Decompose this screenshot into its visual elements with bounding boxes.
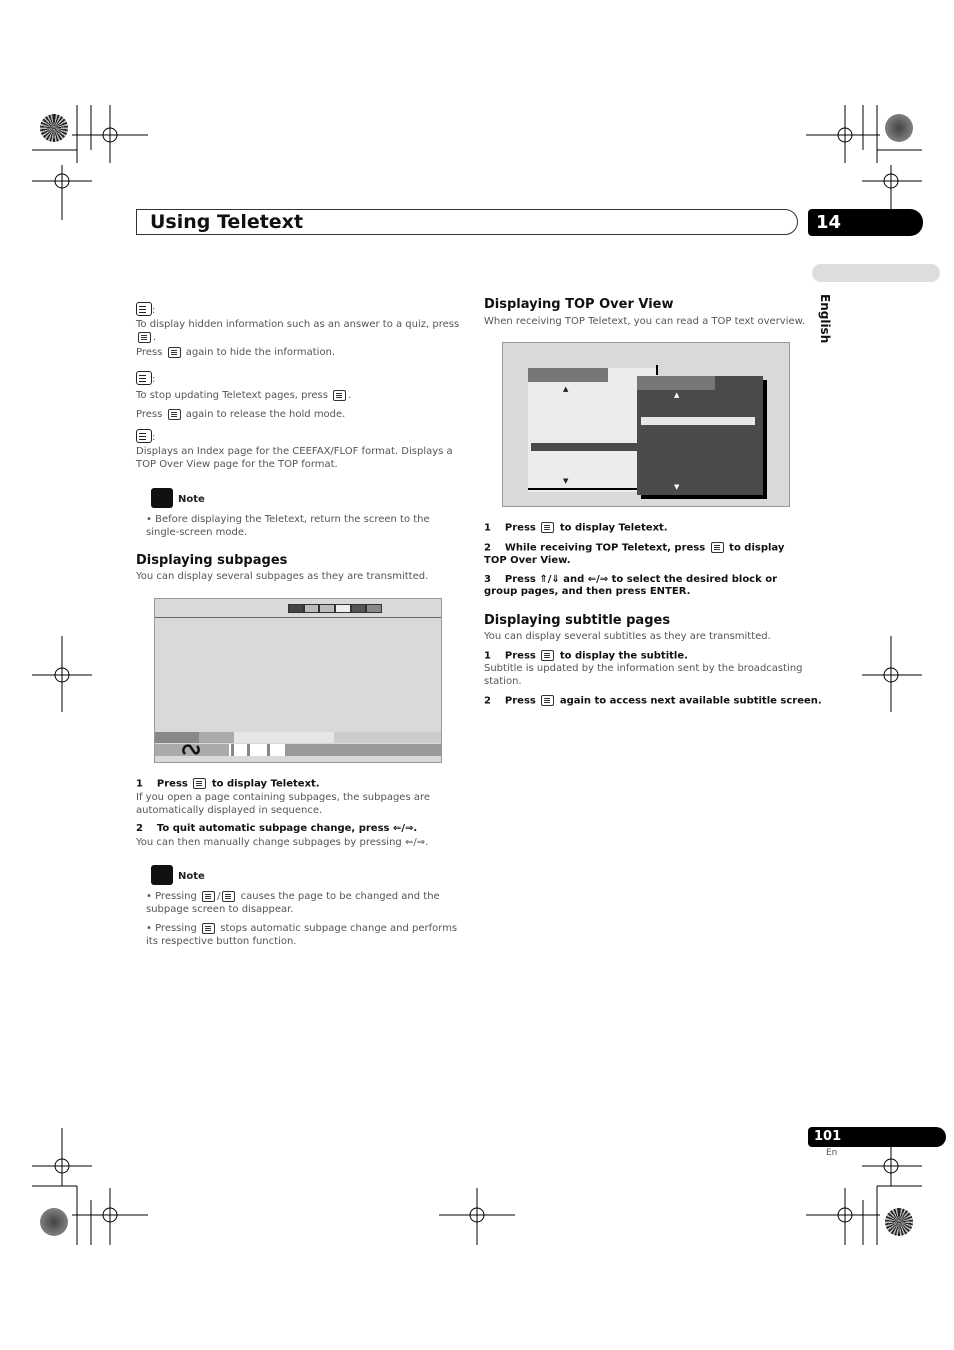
hold-button-icon	[168, 409, 181, 420]
loop-icon	[181, 742, 201, 758]
language-tab	[812, 264, 940, 282]
teletext-button-icon	[541, 522, 554, 533]
chapter-number-badge: 14	[808, 209, 923, 236]
index-button-icon	[136, 429, 152, 443]
subpages-step-1: 1 Press to display Teletext.	[136, 778, 320, 790]
note-label: Note	[178, 871, 205, 882]
subpages-intro: You can display several subpages as they are transmitted.	[136, 571, 429, 582]
subpages-heading: Displaying subpages	[136, 553, 288, 568]
note-pencil-icon	[151, 488, 173, 508]
top-overview-intro: When receiving TOP Teletext, you can read a TOP text overview.	[484, 316, 806, 327]
reveal-button-icon	[168, 347, 181, 358]
subpages-step-1-desc: If you open a page containing subpages, the subpages are automatically displayed in sequence.	[136, 792, 431, 816]
note-pencil-icon	[151, 865, 173, 885]
subtitle-heading: Displaying subtitle pages	[484, 613, 671, 628]
hold-release-prefix: Press	[136, 409, 163, 420]
note-bullet: • Pressing stops automatic subpage change and performs its respective button function.	[146, 923, 458, 947]
reveal-hide-text: again to hide the information.	[185, 347, 336, 358]
top-step-2: 2 While receiving TOP Teletext, press to display TOP Over View.	[484, 542, 785, 566]
subtitle-step-2: 2 Press again to access next available subtitle screen.	[484, 695, 822, 707]
reveal-section: : To display hidden information such as an answer to a quiz, press . Press again to hide the information.	[136, 298, 461, 359]
page-number-badge: 101	[808, 1127, 946, 1147]
subpage-screen-illustration	[154, 598, 442, 763]
reveal-paragraph: To display hidden information such as an answer to a quiz, press	[136, 319, 460, 330]
subtitle-intro: You can display several subtitles as they are transmitted.	[484, 631, 771, 642]
top-overview-illustration: ▲ ▼ ▲ ▼	[502, 342, 790, 507]
hold-button-icon	[202, 923, 215, 934]
note-bullet: • Pressing / causes the page to be changed and the subpage screen to disappear.	[146, 891, 440, 915]
hold-paragraph: To stop updating Teletext pages, press	[136, 390, 328, 401]
subtitle-step-1: 1 Press to display the subtitle.	[484, 650, 688, 662]
top-step-3: 3 Press ⇑/⇓ and ⇐/⇒ to select the desired block or group pages, and then press ENTER.	[484, 574, 778, 597]
teletext-button-icon	[193, 778, 206, 789]
note-label: Note	[178, 494, 205, 505]
subtitle-button-icon	[541, 695, 554, 706]
index-button-icon	[711, 542, 724, 553]
page-up-button-icon	[202, 891, 215, 902]
page-title: Using Teletext	[150, 211, 304, 233]
subtitle-button-icon	[541, 650, 554, 661]
top-step-1: 1 Press to display Teletext.	[484, 522, 668, 534]
hold-release-text: again to release the hold mode.	[185, 409, 346, 420]
note-bullet: • Before displaying the Teletext, return the screen to the single-screen mode.	[146, 514, 430, 538]
subtitle-step-1-desc: Subtitle is updated by the information sent by the broadcasting station.	[484, 663, 803, 687]
index-section: : Displays an Index page for the CEEFAX/FLOF format. Displays a TOP Over View page for the TOP format.	[136, 425, 456, 471]
reveal-button-icon	[138, 332, 151, 343]
reveal-button-icon	[136, 302, 152, 316]
index-paragraph: Displays an Index page for the CEEFAX/FLOF format. Displays a TOP Over View page for the TOP format.	[136, 446, 453, 470]
hold-button-icon	[333, 390, 346, 401]
subpages-step-2: 2 To quit automatic subpage change, press ⇐/⇒.	[136, 823, 418, 834]
top-overview-heading: Displaying TOP Over View	[484, 297, 674, 312]
page-down-button-icon	[222, 891, 235, 902]
language-code: En	[826, 1148, 838, 1158]
reveal-hide-prefix: Press	[136, 347, 163, 358]
hold-button-icon	[136, 371, 152, 385]
subpages-step-2-desc: You can then manually change subpages by pressing ⇐/⇒.	[136, 837, 429, 848]
hold-section: : To stop updating Teletext pages, press . Press again to release the hold mode.	[136, 367, 461, 421]
language-label: English	[818, 294, 832, 344]
